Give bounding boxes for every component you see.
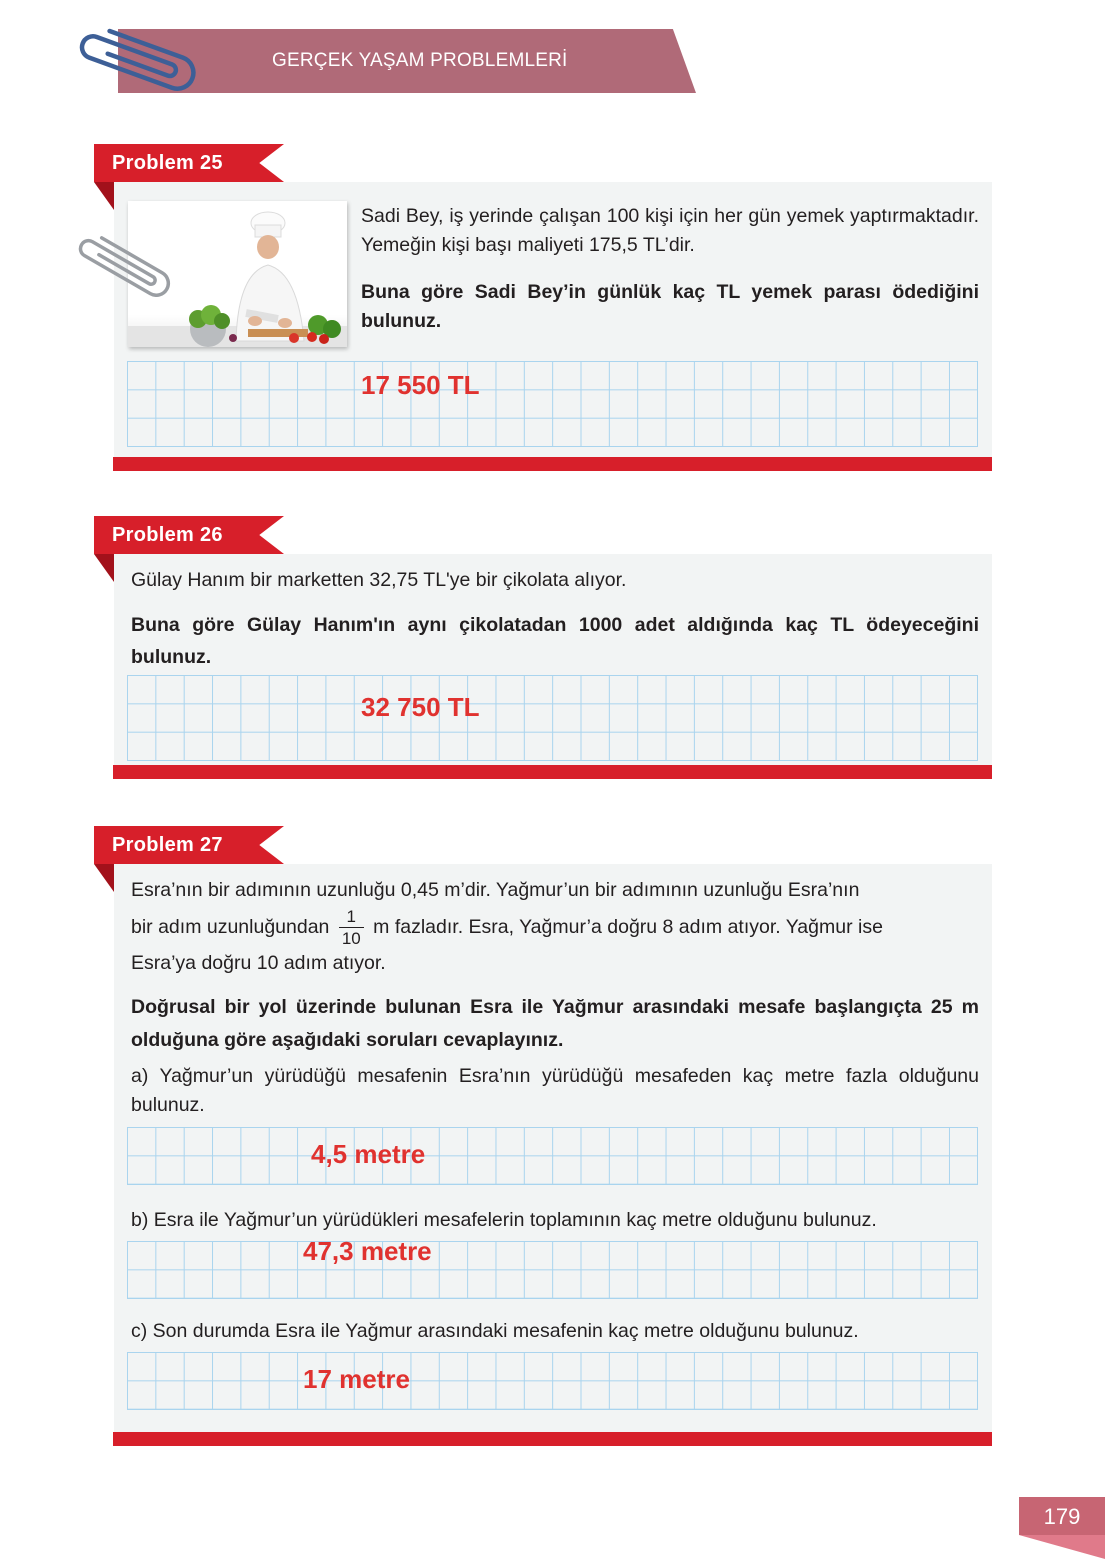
problem-27-part-c-answer: 17 metre [303,1364,410,1394]
problem-25-tab-fold [94,182,114,210]
problem-27-tab-fold [94,864,114,892]
fraction-denominator: 10 [341,929,361,949]
problem-27-part-b: b) Esra ile Yağmur’un yürüdükleri mesafelerin toplamının kaç metre olduğunu bulunuz. [131,1209,877,1231]
fraction-one-tenth [339,908,364,947]
paperclip-gray-icon [70,232,185,297]
problem-27-bottom-bar [113,1432,992,1446]
problem-27-part-a: a) Yağmur’un yürüdüğü mesafenin Esra’nın yürüdüğü mesafeden kaç metre fazla olduğunu bulunuz. [131,1065,979,1117]
problem-27-part-a-grid [127,1127,978,1185]
problem-26-label: Problem 26 [112,524,223,546]
problem-25-question: Buna göre Sadi Bey’in günlük kaç TL yemek parası ödediğini bulunuz. [361,281,979,333]
problem-27-line-2-end: m fazladır. Esra, Yağmur’a doğru 8 adım atıyor. Yağmur ise [373,916,883,938]
problem-26-question: Buna göre Gülay Hanım'ın aynı çikolatadan 1000 adet aldığında kaç TL ödeyeceğini bulunuz. [131,614,979,669]
problem-26-text: Gülay Hanım bir marketten 32,75 TL'ye bir çikolata alıyor. [131,569,627,591]
problem-27-part-c: c) Son durumda Esra ile Yağmur arasındaki mesafenin kaç metre olduğunu bulunuz. [131,1320,859,1342]
problem-25-label: Problem 25 [112,152,223,174]
problem-26-answer: 32 750 TL [361,692,480,722]
header-title: GERÇEK YAŞAM PROBLEMLERİ [272,50,568,71]
page-number-fold [1019,1535,1105,1559]
problem-27-part-a-answer: 4,5 metre [311,1139,426,1169]
problem-27-line-2 [131,905,981,949]
fraction-numerator: 1 [339,908,364,928]
problem-26-bottom-bar [113,765,992,779]
problem-27-line-2-start: bir adım uzunluğundan [131,916,330,938]
problem-27-line-3: Esra’ya doğru 10 adım atıyor. [131,952,386,974]
problem-26-tab-fold [94,554,114,582]
problem-26-answer-grid [127,675,978,761]
problem-27-label: Problem 27 [112,834,223,856]
problem-25-answer-grid [127,361,978,447]
problem-27-part-b-grid [127,1241,978,1299]
problem-25-text: Sadi Bey, iş yerinde çalışan 100 kişi için her gün yemek yaptırmaktadır. Yemeğin kişi başı maliyeti 175,5 TL’dir. [361,205,979,257]
problem-25-answer: 17 550 TL [361,370,480,400]
page-number: 179 [1043,1504,1081,1529]
problem-27-line-1: Esra’nın bir adımının uzunluğu 0,45 m’dir. Yağmur’un bir adımının uzunluğu Esra’nın [131,879,860,901]
problem-27-part-c-grid [127,1352,978,1410]
paperclip-blue-icon [62,18,212,98]
problem-27-part-b-answer: 47,3 metre [303,1236,432,1266]
problem-25-bottom-bar [113,457,992,471]
problem-27-question: Doğrusal bir yol üzerinde bulunan Esra ile Yağmur arasındaki mesafe başlangıçta 25 m olduğuna göre aşağıdaki soruları cevaplayınız. [131,996,979,1052]
